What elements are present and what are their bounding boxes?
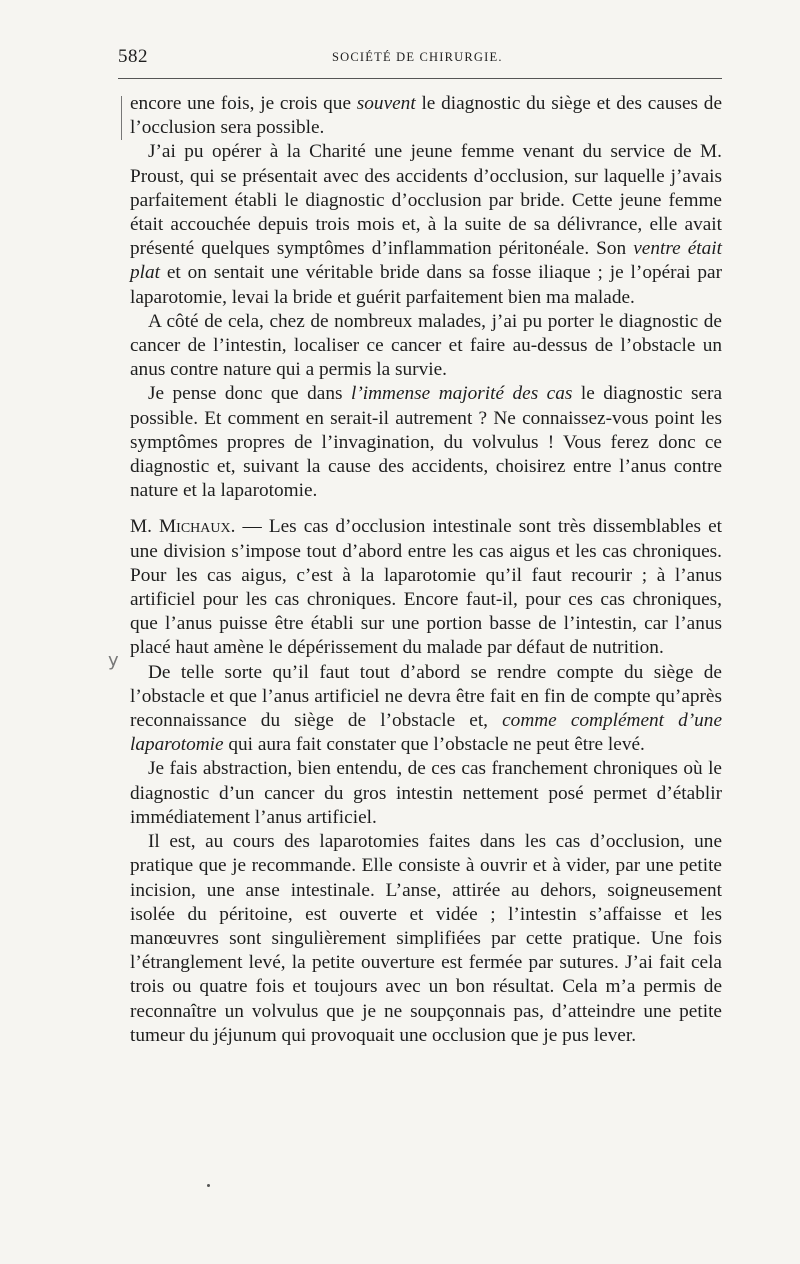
italic-emphasis: souvent: [356, 93, 416, 114]
page-header: [118, 46, 722, 70]
paragraph: [130, 382, 722, 503]
print-speck: [207, 1184, 210, 1187]
text-run: Je fais abstraction, bien entendu, de ces cas franchement chroniques où le diagnostic d’un cancer du gros intestin nettement posé permet d’établir immédiatement l’anus artificiel.: [130, 758, 722, 828]
running-title: SOCIÉTÉ DE CHIRURGIE.: [332, 50, 503, 64]
italic-emphasis: ventre était plat: [130, 238, 722, 284]
header-rule: [118, 78, 722, 79]
paragraph: [130, 830, 722, 1048]
paragraph: [130, 92, 722, 140]
text-run: J’ai pu opérer à la Charité une jeune femme venant du service de M. Proust, qui se présentait avec des accidents d’occlusion, sur laquelle j’avais parfaitement établi le diagnostic d’occlusion par bride. Cette jeune femme était accouchée depuis trois mois et, à la suite de sa délivrance, elle avait présenté quelques symptômes d’inflammation péritonéale. Son: [130, 141, 722, 260]
italic-emphasis: l’immense majorité des cas: [350, 383, 573, 405]
text-run: Il est, au cours des laparotomies faites dans les cas d’occlusion, une pratique que je recommande. Elle consiste à ouvrir et à vider, par une petite incision, une anse intestinale. L’anse, attirée au dehors, soigneusement isolée du péritoine, est ouverte et vidée ; l’intestin s’affaisse et les manœuvres sont singulièrement simplifiées par cette pratique. Une fois l’étranglement levé, la petite ouverture est fermée par sutures. J’ai fait cela trois ou quatre fois et toujours avec un bon résultat. Cela m’a permis de reconnaître un volvulus que je ne soupçonnais pas, d’atteindre une petite tumeur du jéjunum qui provoquait une occlusion que je pus lever.: [130, 831, 722, 1046]
paragraph: [130, 140, 722, 309]
paragraph: [130, 757, 722, 830]
paragraph-speaker: [130, 515, 722, 660]
speaker-name: M. Michaux.: [130, 516, 236, 538]
text-run: Je pense donc que dans: [148, 383, 351, 405]
text-run: A côté de cela, chez de nombreux malades, j’ai pu porter le diagnostic de cancer de l’intestin, localiser ce cancer et faire au-dessus de l’obstacle un anus contre nature qui a permis la survie.: [130, 310, 722, 381]
text-run: qui aura fait constater que l’obstacle ne peut être levé.: [223, 734, 645, 756]
text-run: et on sentait une véritable bride dans sa fosse iliaque ; je l’opérai par laparotomie, levai la bride et guérit parfaitement bien ma malade.: [130, 262, 722, 308]
margin-bracket-mark: [121, 96, 122, 140]
text-run: le diagnostic du siège et des causes de l’occlusion sera possible.: [130, 93, 722, 139]
paragraph: [130, 310, 722, 383]
italic-emphasis: comme complément d’une laparotomie: [130, 710, 722, 756]
page-number: 582: [118, 46, 148, 67]
text-run: De telle sorte qu’il faut tout d’abord se rendre compte du siège de l’obstacle et que l’anus artificiel ne devra être fait en fin de compte qu’après reconnaissance du siège de l’obstacle et,: [130, 661, 722, 732]
body-text: [130, 92, 722, 1048]
text-run: encore une fois, je crois que: [130, 93, 357, 114]
margin-annotation: y: [108, 650, 119, 671]
text-run: — Les cas d’occlusion intestinale sont très dissemblables et une division s’impose tout d’abord entre les cas aigus et les cas chroniques. Pour les cas aigus, c’est à la laparotomie qu’il faut recourir ; à l’anus artificiel pour les cas chroniques. Encore faut-il, pour ces cas chroniques, que l’anus puisse être établi sur une portion basse de l’intestin, car l’anus placé haut amène le dépérissement du malade par défaut de nutrition.: [130, 516, 722, 659]
text-run: le diagnostic sera possible. Et comment en serait-il autrement ? Ne connaissez-vous point les symptômes propres de l’invagination, du volvulus ! Vous ferez donc ce diagnostic et, suivant la cause des accidents, choisirez entre l’anus contre nature et la laparotomie.: [130, 383, 723, 502]
paragraph: [130, 661, 722, 758]
